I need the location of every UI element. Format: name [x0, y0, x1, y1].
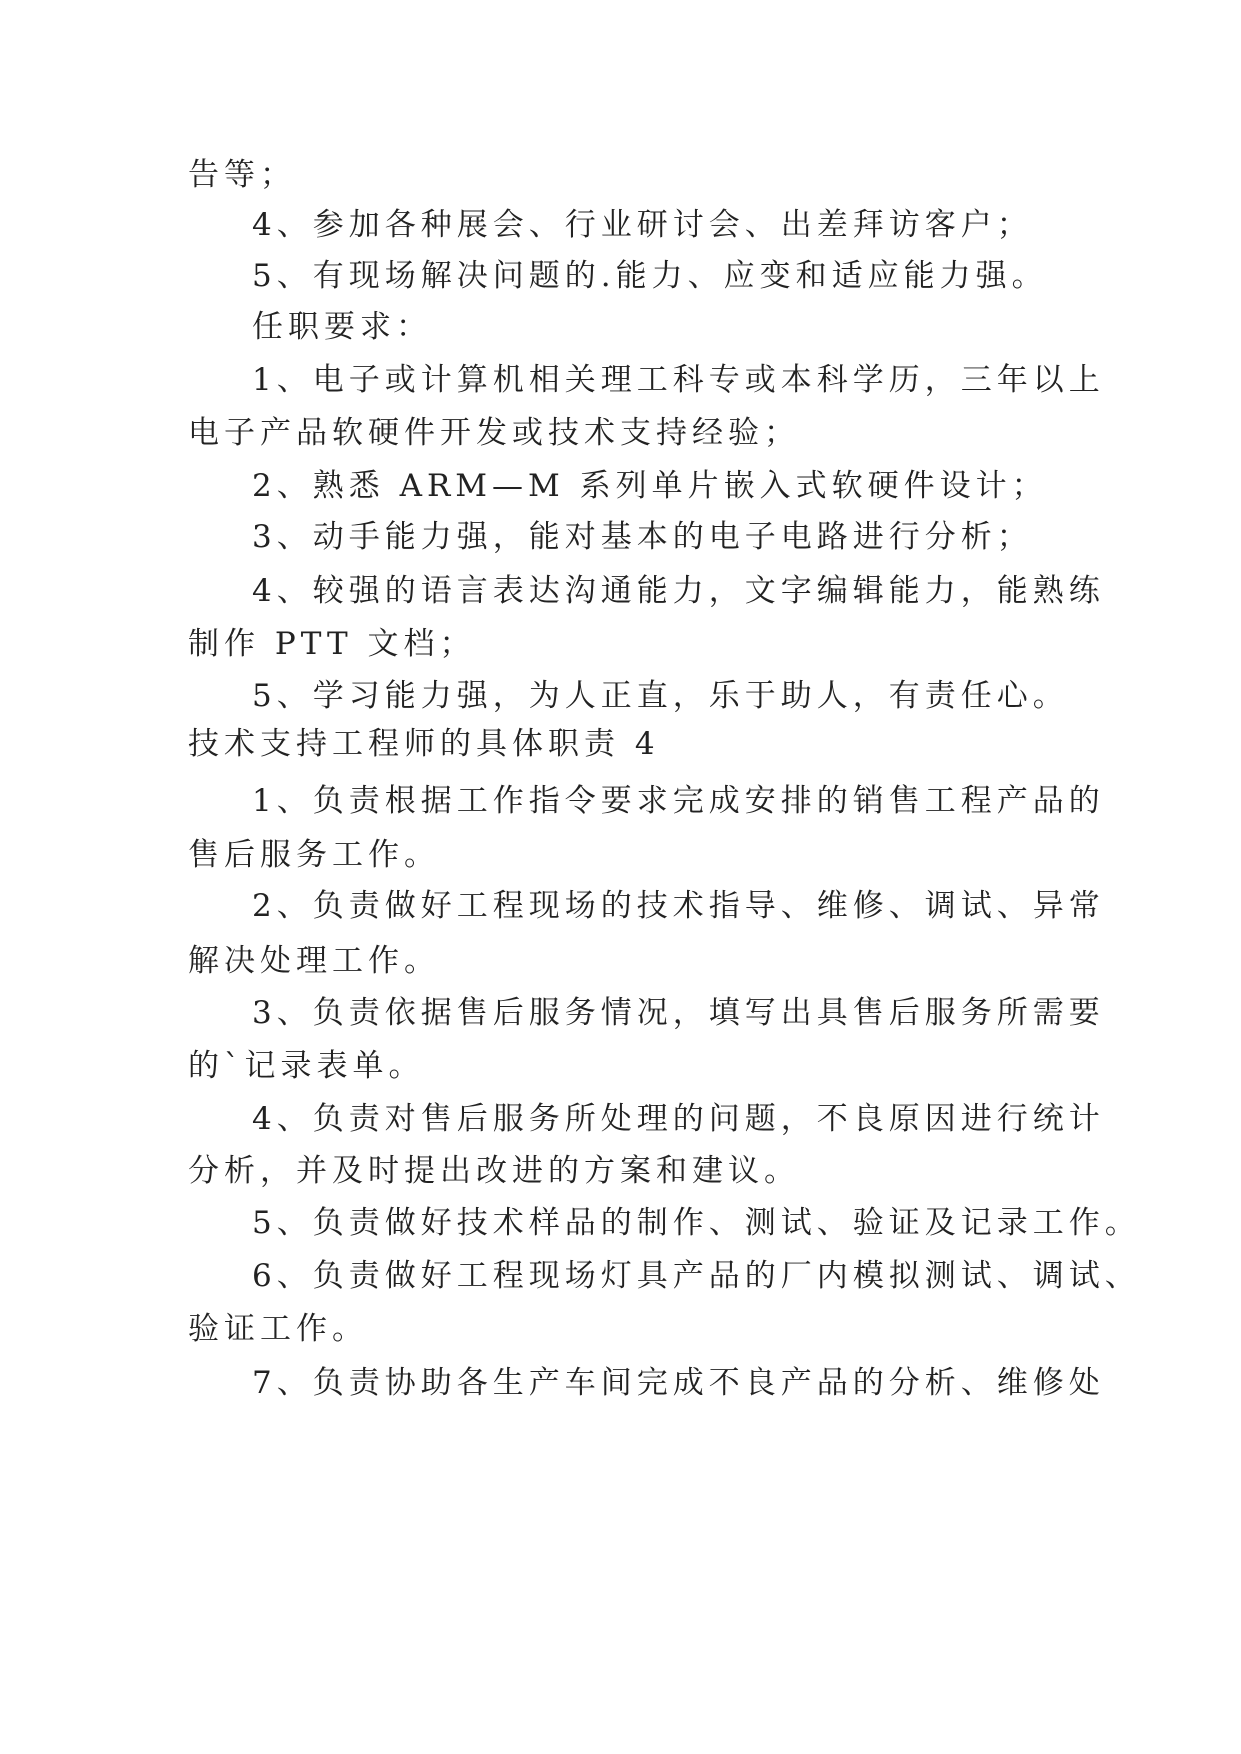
paragraph-line: 售后服务工作。 [188, 837, 440, 873]
section-heading: 任职要求： [252, 309, 432, 345]
paragraph-line: 制作 PTT 文档； [188, 626, 476, 662]
paragraph-line: 告等； [188, 157, 296, 193]
paragraph-line: 4、参加各种展会、行业研讨会、出差拜访客户； [252, 207, 1033, 243]
paragraph-line: 2、负责做好工程现场的技术指导、维修、调试、异常 [252, 888, 1105, 924]
paragraph-line: 5、学习能力强，为人正直，乐于助人，有责任心。 [252, 678, 1069, 714]
paragraph-line: 4、负责对售后服务所处理的问题，不良原因进行统计 [252, 1101, 1105, 1137]
paragraph-line: 7、负责协助各生产车间完成不良产品的分析、维修处 [252, 1365, 1105, 1401]
paragraph-line: 5、负责做好技术样品的制作、测试、验证及记录工作。 [252, 1205, 1141, 1241]
paragraph-line: 的`记录表单。 [188, 1048, 425, 1084]
paragraph-line: 2、熟悉 ARM—M 系列单片嵌入式软硬件设计； [252, 468, 1048, 504]
paragraph-line: 6、负责做好工程现场灯具产品的厂内模拟测试、调试、 [252, 1258, 1141, 1294]
paragraph-line: 电子产品软硬件开发或技术支持经验； [188, 415, 800, 451]
paragraph-line: 3、动手能力强，能对基本的电子电路进行分析； [252, 519, 1033, 555]
paragraph-line: 5、有现场解决问题的.能力、应变和适应能力强。 [252, 258, 1048, 294]
paragraph-line: 3、负责依据售后服务情况，填写出具售后服务所需要 [252, 995, 1105, 1031]
paragraph-line: 4、较强的语言表达沟通能力，文字编辑能力，能熟练 [252, 573, 1105, 609]
section-title: 技术支持工程师的具体职责 4 [188, 726, 660, 762]
paragraph-line: 分析，并及时提出改进的方案和建议。 [188, 1153, 800, 1189]
paragraph-line: 1、负责根据工作指令要求完成安排的销售工程产品的 [252, 783, 1105, 819]
paragraph-line: 解决处理工作。 [188, 943, 440, 979]
paragraph-line: 验证工作。 [188, 1311, 368, 1347]
paragraph-line: 1、电子或计算机相关理工科专或本科学历，三年以上 [252, 362, 1105, 398]
